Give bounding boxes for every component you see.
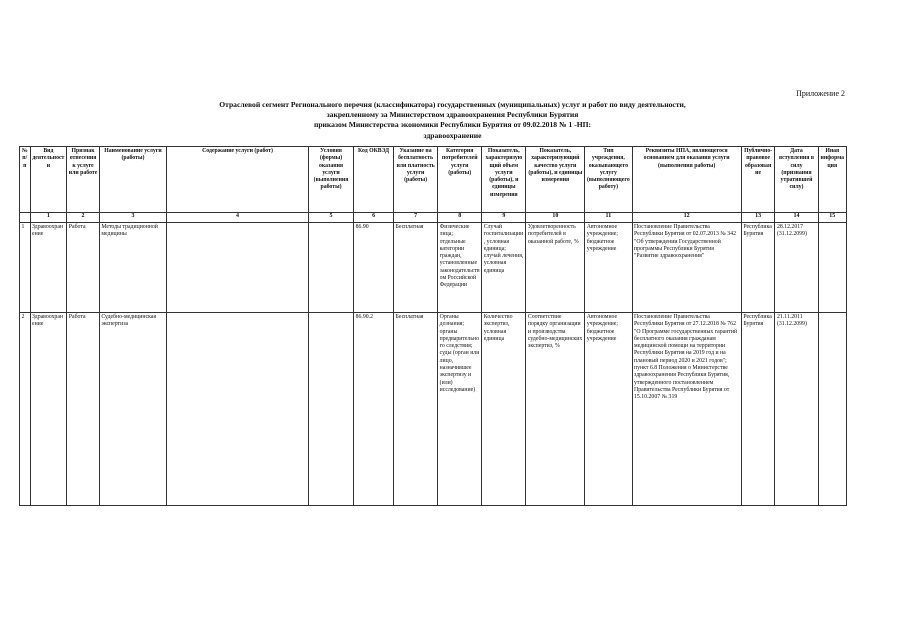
- column-number-empty: [20, 213, 31, 223]
- heading-line-4: здравоохранение: [423, 130, 482, 140]
- column-header: Показатель, характеризующий объем услуги (работы), и единицы измерения: [482, 147, 526, 213]
- cell-npa: Постановление Правительства Республики Бурятия от 27.12.2018 № 762 "О Программе государственных гарантий бесплатного оказания гражданам медицинской помощи на территории Республики Бурятия на 2019 год и на плановый период 2020 и 2021 годов"; пункт 6.8 Положения о Министерстве здравоохранения Республики Бурятия, утвержденного постановлением Правительства Республики Бурятия от 15.10.2007 № 319: [632, 313, 741, 506]
- cell-other: [818, 223, 846, 313]
- cell-activity: Здравоохранение: [30, 223, 67, 313]
- cell-okved: 86.90: [354, 223, 394, 313]
- column-number: 1: [30, 213, 67, 223]
- column-header: Дата вступления в силу (признания утратившей силу): [775, 147, 818, 213]
- column-header: Категория потребителей услуги (работы): [438, 147, 482, 213]
- cell-activity: Здравоохранение: [30, 313, 67, 506]
- column-header: Условия (формы) оказания услуги (выполнения работы): [308, 147, 353, 213]
- column-header: Указание на бесплатность или платность услуги (работы): [394, 147, 438, 213]
- column-number: 8: [438, 213, 482, 223]
- column-number: 15: [818, 213, 846, 223]
- heading-line-2: закрепленному за Министерством здравоохранения Республики Бурятия: [326, 110, 579, 120]
- appendix-label: Приложение 2: [796, 89, 845, 98]
- column-header: Иная информация: [818, 147, 846, 213]
- document-heading: [0, 100, 905, 141]
- cell-okved: 86.90.2: [354, 313, 394, 506]
- cell-category: [438, 223, 482, 313]
- cell-name: Методы традиционной медицины: [99, 223, 166, 313]
- column-number: 6: [354, 213, 394, 223]
- heading-line-1: Отраслевой сегмент Регионального перечня (классификатора) государственных (муниципальных) услуг и работ по виду деятельности,: [219, 100, 686, 109]
- cell-sign: Работа: [67, 223, 100, 313]
- cell-category: Органы дознания; органы предварительного следствия; суды (орган или лицо, назначившее экспертизу и (или) исследование): [438, 313, 482, 506]
- column-number: 3: [99, 213, 166, 223]
- cell-inst-type: Автономное учреждение; бюджетное учреждение: [585, 313, 632, 506]
- table-header-row: [20, 147, 847, 213]
- cell-entity: Республика Бурятия: [741, 223, 775, 313]
- cell-conditions: [308, 313, 353, 506]
- cell-sign: Работа: [67, 313, 100, 506]
- column-header: Содержание услуги (работ): [167, 147, 309, 213]
- cell-other: [818, 313, 846, 506]
- cell-payment: Бесплатная: [394, 223, 438, 313]
- column-number: 7: [394, 213, 438, 223]
- cell-content: [167, 313, 309, 506]
- cell-content: [167, 223, 309, 313]
- cell-name: Судебно-медицинская экспертиза: [99, 313, 166, 506]
- column-number: 9: [482, 213, 526, 223]
- cell-npa: Постановление Правительства Республики Бурятия от 02.07.2013 № 342 "Об утверждении Государственной программы Республики Бурятия "Развитие здравоохранения": [632, 223, 741, 313]
- cell-conditions: [308, 223, 353, 313]
- services-table: [19, 146, 847, 506]
- column-number: 4: [167, 213, 309, 223]
- cell-quality: Соответствие порядку организации и производства судебно-медицинских экспертиз, %: [526, 313, 585, 506]
- column-number: 11: [585, 213, 632, 223]
- table-row: [20, 313, 847, 506]
- column-header: Код ОКВЭД: [354, 147, 394, 213]
- column-number: 10: [526, 213, 585, 223]
- table-row: [20, 223, 847, 313]
- column-header: Реквизиты НПА, являющегося основанием для оказания услуги (выполнения работы): [632, 147, 741, 213]
- column-number: 5: [308, 213, 353, 223]
- column-number-row: [20, 213, 847, 223]
- cell-inst-type: Автономное учреждение; бюджетное учреждение: [585, 223, 632, 313]
- column-header: № п/п: [20, 147, 31, 213]
- cell-payment: Бесплатная: [394, 313, 438, 506]
- row-number: 1: [20, 223, 31, 313]
- cell-volume: Количество экспертиз, условная единица: [482, 313, 526, 506]
- cell-volume: Случай госпитализации, условная единица; случай лечения, условная единица: [482, 223, 526, 313]
- column-header: Признак отнесения к услуге или работе: [67, 147, 100, 213]
- cell-entity: Республика Бурятия: [741, 313, 775, 506]
- heading-line-3: приказом Министерства экономики Республики Бурятия от 09.02.2018 № 1 -НП:: [313, 120, 592, 130]
- column-header: Наименование услуги (работы): [99, 147, 166, 213]
- column-number: 13: [741, 213, 775, 223]
- column-number: 2: [67, 213, 100, 223]
- column-header: Публично-правовое образование: [741, 147, 775, 213]
- column-number: 14: [775, 213, 818, 223]
- cell-category-text: Физические лица; отдельные категории граждан, установленные законодательством Российской Федерации: [439, 224, 480, 289]
- column-header: Вид деятельности: [30, 147, 67, 213]
- cell-date: 28.12.2017 (31.12.2099): [775, 223, 818, 313]
- cell-date: 21.11.2011 (31.12.2099): [775, 313, 818, 506]
- column-header: Показатель, характеризующий качество услуги (работы), и единицы измерения: [526, 147, 585, 213]
- column-header: Тип учреждения, оказывающего услугу (выполняющего работу): [585, 147, 632, 213]
- column-number: 12: [632, 213, 741, 223]
- row-number: 2: [20, 313, 31, 506]
- cell-quality: Удовлетворенность потребителей в оказанной работе, %: [526, 223, 585, 313]
